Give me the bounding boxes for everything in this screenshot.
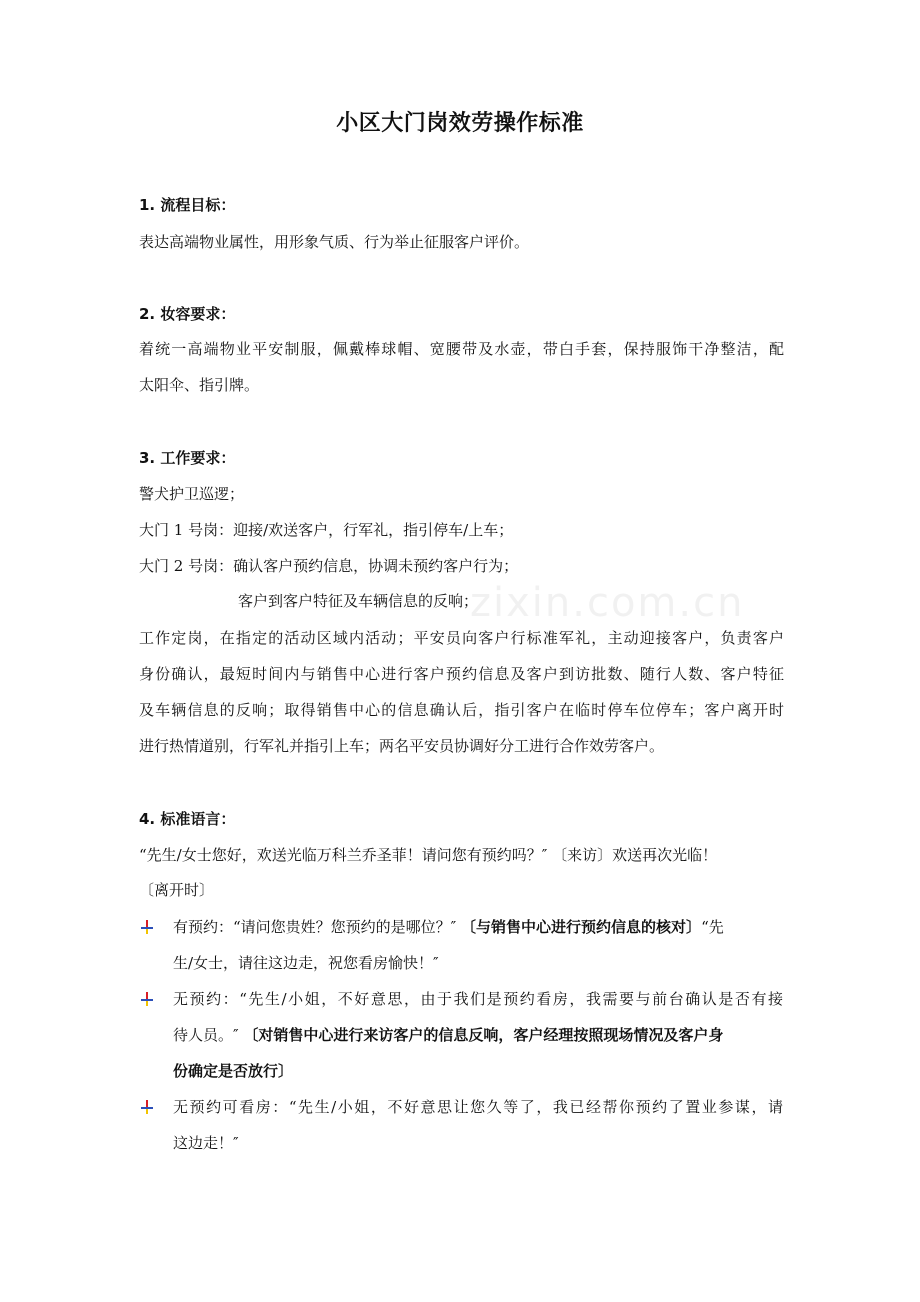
section-2-line-1: 着统一高端物业平安制服，佩戴棒球帽、宽腰带及水壶，带白手套，保持服饰干净整洁，配 [139, 340, 784, 358]
flag-bullet-icon [140, 920, 154, 934]
section-3-line-8: 进行热情道别，行军礼并指引上车；两名平安员协调好分工进行合作效劳客户。 [139, 737, 665, 755]
item-2-line-2 [173, 1025, 783, 1045]
item-2-line-1: 无预约：“先生/小姐，不好意思，由于我们是预约看房，我需要与前台确认是否有接 [173, 990, 783, 1008]
section-4-line-1: “先生/女士您好，欢送光临万科兰乔圣菲！请问您有预约吗？″ 〔来访〕欢送再次光临！ [139, 846, 718, 864]
section-3-line-1: 警犬护卫巡逻； [139, 485, 245, 503]
flag-bullet-icon [140, 1100, 154, 1114]
item-3-line-2: 这边走！″ [173, 1134, 239, 1152]
section-1-line-1: 表达高端物业属性，用形象气质、行为举止征服客户评价。 [139, 233, 530, 251]
item-1-text-a: 有预约：“请问您贵姓？您预约的是哪位？″ [173, 918, 462, 936]
item-2-text: 待人员。″ [173, 1026, 244, 1044]
section-heading-4: 4. 标准语言： [139, 810, 236, 828]
item-1-note: 〔与销售中心进行预约信息的核对〕 [461, 918, 702, 936]
section-3-line-6: 身份确认，最短时间内与销售中心进行客户预约信息及客户到访批数、随行人数、客户特征 [139, 665, 784, 683]
section-3-line-5: 工作定岗，在指定的活动区域内活动；平安员向客户行标准军礼，主动迎接客户，负责客户 [139, 629, 784, 647]
section-3-line-7: 及车辆信息的反响；取得销售中心的信息确认后，指引客户在临时停车位停车；客户离开时 [139, 701, 784, 719]
section-3-line-3: 大门 2 号岗：确认客户预约信息，协调未预约客户行为； [139, 557, 519, 575]
item-1-line-2: 生/女士，请往这边走，祝您看房愉快！″ [173, 954, 439, 972]
item-1-line-1 [173, 917, 783, 937]
section-2-line-2: 太阳伞、指引牌。 [139, 376, 260, 394]
section-heading-2: 2. 妆容要求： [139, 305, 236, 323]
item-2-note-b: 份确定是否放行〕 [173, 1062, 294, 1080]
item-2-note-a: 〔对销售中心进行来访客户的信息反响，客户经理按照现场情况及客户身 [243, 1026, 724, 1044]
flag-bullet-icon [140, 992, 154, 1006]
watermark: zixin.com.cn [470, 580, 745, 626]
section-heading-3: 3. 工作要求： [139, 449, 236, 467]
section-3-line-4: 客户到客户特征及车辆信息的反响； [238, 592, 479, 610]
item-3-line-1: 无预约可看房：“先生/小姐，不好意思让您久等了，我已经帮你预约了置业参谋，请 [173, 1098, 783, 1116]
section-4-line-2: 〔离开时〕 [139, 881, 215, 899]
page-title: 小区大门岗效劳操作标准 [336, 111, 584, 136]
section-heading-1: 1. 流程目标： [139, 196, 236, 214]
section-3-line-2: 大门 1 号岗：迎接/欢送客户，行军礼，指引停车/上车； [139, 521, 514, 539]
item-1-text-b: “先 [701, 918, 724, 936]
